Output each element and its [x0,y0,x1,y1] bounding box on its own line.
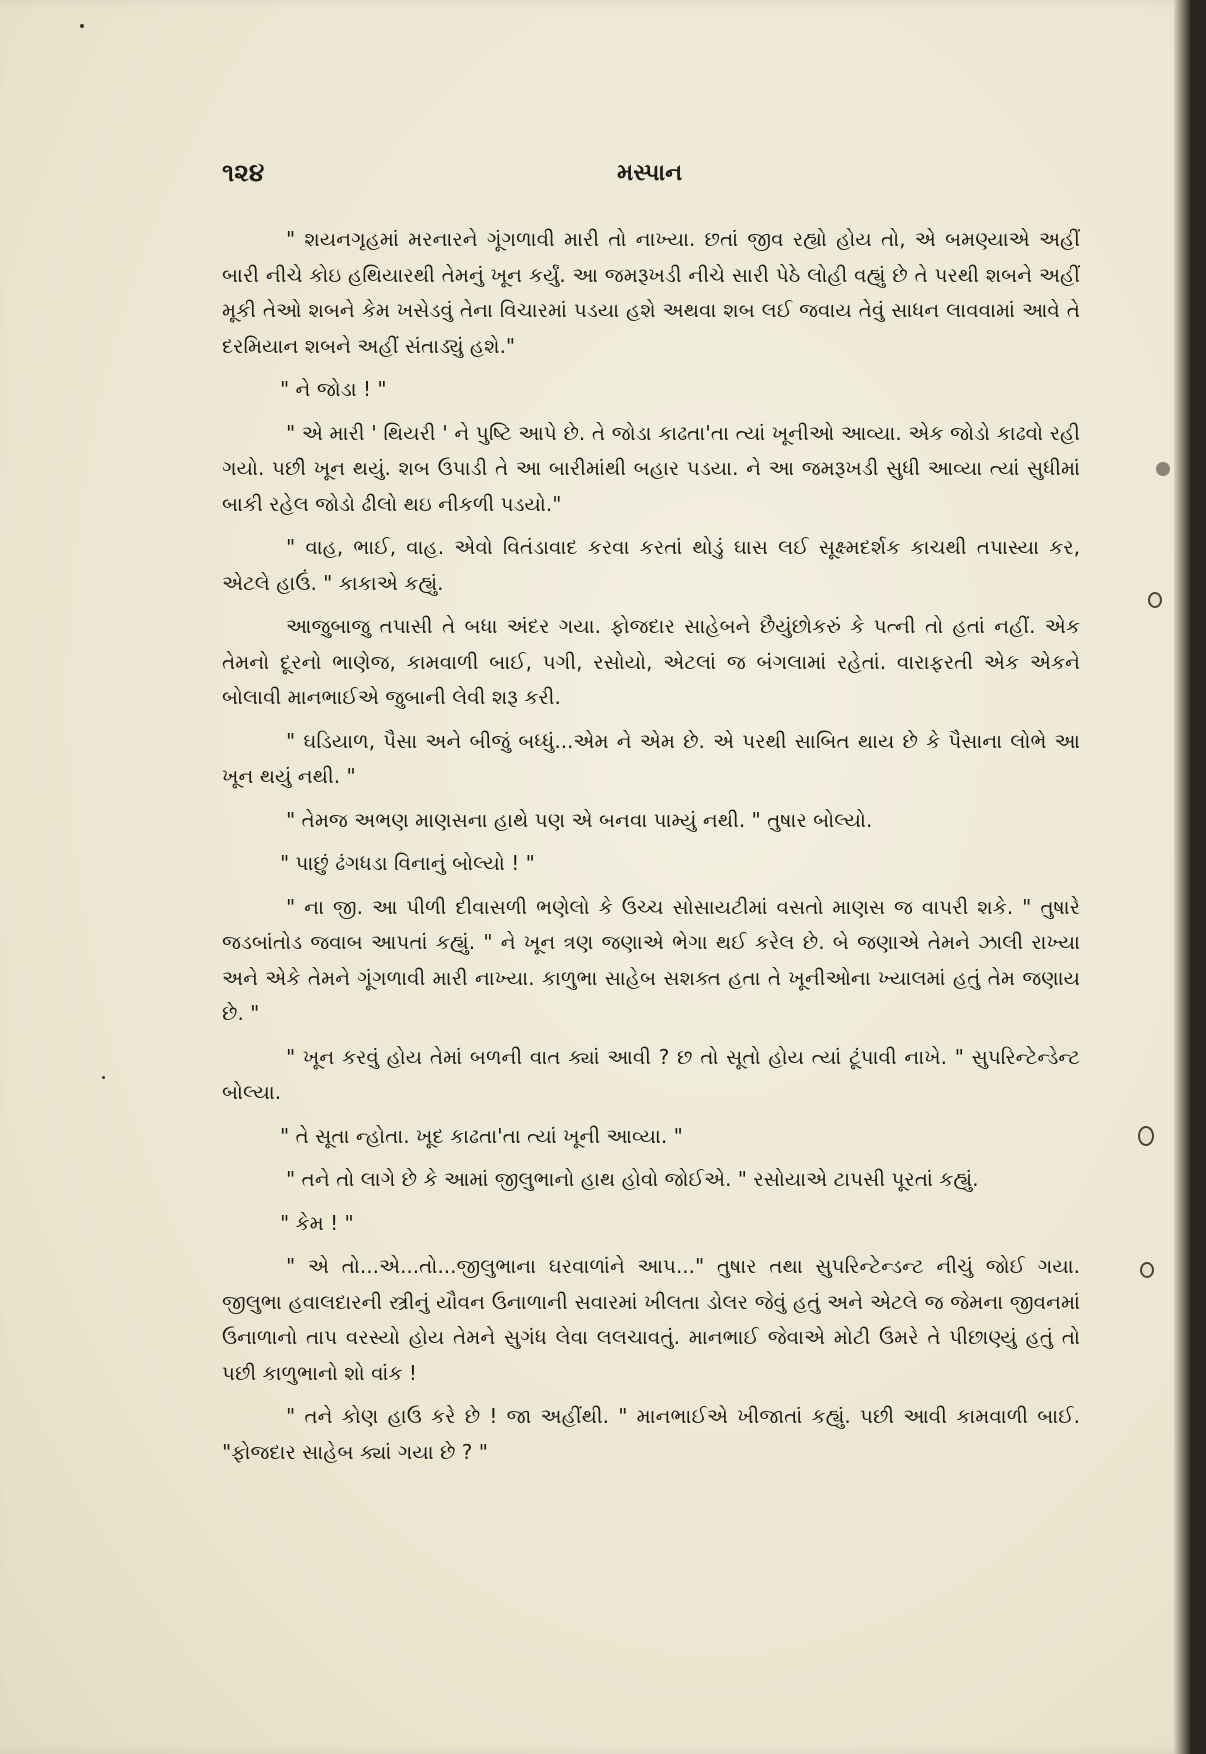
body-text [222,222,1080,1478]
page-mark [102,1076,105,1079]
page-edge [1174,0,1190,1754]
paragraph-14: " એ તો...એ...તો...જીલુભાના ઘરવાળાંને આપ..." તુષાર તથા સુપરિન્ટેન્ડન્ટ નીચું જોઈ ગયા. જીલુભા હવાલદારની સ્ત્રીનું યૌવન ઉનાળાની સવારમાં ખીલતા ડોલર જેવું હતું અને એટલે જ જેમના જીવનમાં ઉનાળાનો તાપ વરસ્યો હોય તેમને સુગંધ લેવા લલચાવતું. માનભાઈ જેવાએ મોટી ઉમરે તે પીછાણ્યું હતું તો પછી કાળુભાનો શો વાંક ! [222,1254,1080,1385]
paragraph-11: " તે સૂતા ન્હોતા. ખૂદ કાઢતા'તા ત્યાં ખૂની આવ્યા. " [280,1123,683,1148]
binder-hole-icon [1140,1262,1154,1278]
paragraph-2: " ને જોડા ! " [280,377,387,401]
paragraph-9: " ના જી. આ પીળી દીવાસળી ભણેલો કે ઉચ્ચ સોસાયટીમાં વસતો માણસ જ વાપરી શકે. " તુષારે જડબાંતોડ જવાબ આપતાં કહ્યું. " ને ખૂન ત્રણ જણાએ ભેગા થઈ કરેલ છે. બે જણાએ તેમને ઝાલી રાખ્યા અને એકે તેમને ગૂંગળાવી મારી નાખ્યા. કાળુભા સાહેબ સશક્ત હતા તે ખૂનીઓના ખ્યાલમાં હતું તેમ જણાય છે. " [222,894,1080,1025]
paragraph-1: " શયનગૃહમાં મરનારને ગૂંગળાવી મારી તો નાખ્યા. છતાં જીવ રહ્યો હોય તો, એ બમણ્યાએ અહીં બારી નીચે કોઇ હથિયારથી તેમનું ખૂન કર્યું. આ જમરૂખડી નીચે સારી પેઠે લોહી વહ્યું છે તે પરથી શબને અહીં મૂકી તેઓ શબને કેમ ખસેડવું તેના વિચારમાં પડયા હશે અથવા શબ લઈ જવાય તેવું સાધન લાવવામાં આવે તે દરમિયાન શબને અહીં સંતાડ્યું હશે." [222,227,1080,358]
paragraph-8: " પાછું ઢંગધડા વિનાનું બોલ્યો ! " [280,851,535,875]
running-title: મસ્પાન [617,160,683,186]
paragraph-10: " ખૂન કરવું હોય તેમાં બળની વાત ક્યાં આવી ? છ તો સૂતો હોય ત્યાં ટૂંપાવી નાખે. " સુપરિન્ટેન્ડેન્ટ બોલ્યા. [222,1044,1080,1104]
paragraph-12: " તને તો લાગે છે કે આમાં જીલુભાનો હાથ હોવો જોઈએ. " રસોયાએ ટાપસી પૂરતાં કહ્યું. [286,1167,979,1191]
paragraph-4: " વાહ, ભાઈ, વાહ. એવો વિતંડાવાદ કરવા કરતાં થોડું ઘાસ લઈ સૂક્ષ્મદર્શક કાચથી તપાસ્યા કર, એટલે હાઉં. " કાકાએ કહ્યું. [222,535,1080,595]
paragraph-7: " તેમજ અભણ માણસના હાથે પણ એ બનવા પામ્યું નથી. " તુષાર બોલ્યો. [286,807,873,832]
paragraph-15: " તને કોણ હાઉ કરે છે ! જા અહીંથી. " માનભાઈએ ખીજાતાં કહ્યું. પછી આવી કામવાળી બાઈ. "ફોજદાર સાહેબ ક્યાં ગયા છે ? " [222,1404,1080,1464]
binder-hole-icon [1148,592,1162,608]
page-mark [80,24,84,28]
page-mark [1156,462,1170,476]
page-number: ૧૨૪ [222,158,265,187]
paragraph-6: " ઘડિયાળ, પૈસા અને બીજું બધ્ધું...એમ ને એમ છે. એ પરથી સાબિત થાય છે કે પૈસાના લોભે આ ખૂન થયું નથી. " [222,728,1080,788]
paragraph-13: " કેમ ! " [280,1210,354,1235]
paragraph-5: આજુબાજુ તપાસી તે બધા અંદર ગયા. ફોજદાર સાહેબને છૈયુંછોકરું કે પત્ની તો હતાં નહીં. એક તેમનો દૂરનો ભાણેજ, કામવાળી બાઈ, પગી, રસોયો, એટલાં જ બંગલામાં રહેતાં. વારાફરતી એક એકને બોલાવી માનભાઈએ જુબાની લેવી શરૂ કરી. [222,614,1080,709]
paragraph-3: " એ મારી ' થિયરી ' ને પુષ્ટિ આપે છે. તે જોડા કાઢતા'તા ત્યાં ખૂનીઓ આવ્યા. એક જોડો કાઢવો રહી ગયો. પછી ખૂન થયું. શબ ઉપાડી તે આ બારીમાંથી બહાર પડયા. ને આ જમરૂખડી સુધી આવ્યા ત્યાં સુધીમાં બાકી રહેલ જોડો ઢીલો થઇ નીકળી પડયો." [222,420,1080,516]
binder-hole-icon [1138,1126,1154,1146]
page-header [222,158,1042,198]
